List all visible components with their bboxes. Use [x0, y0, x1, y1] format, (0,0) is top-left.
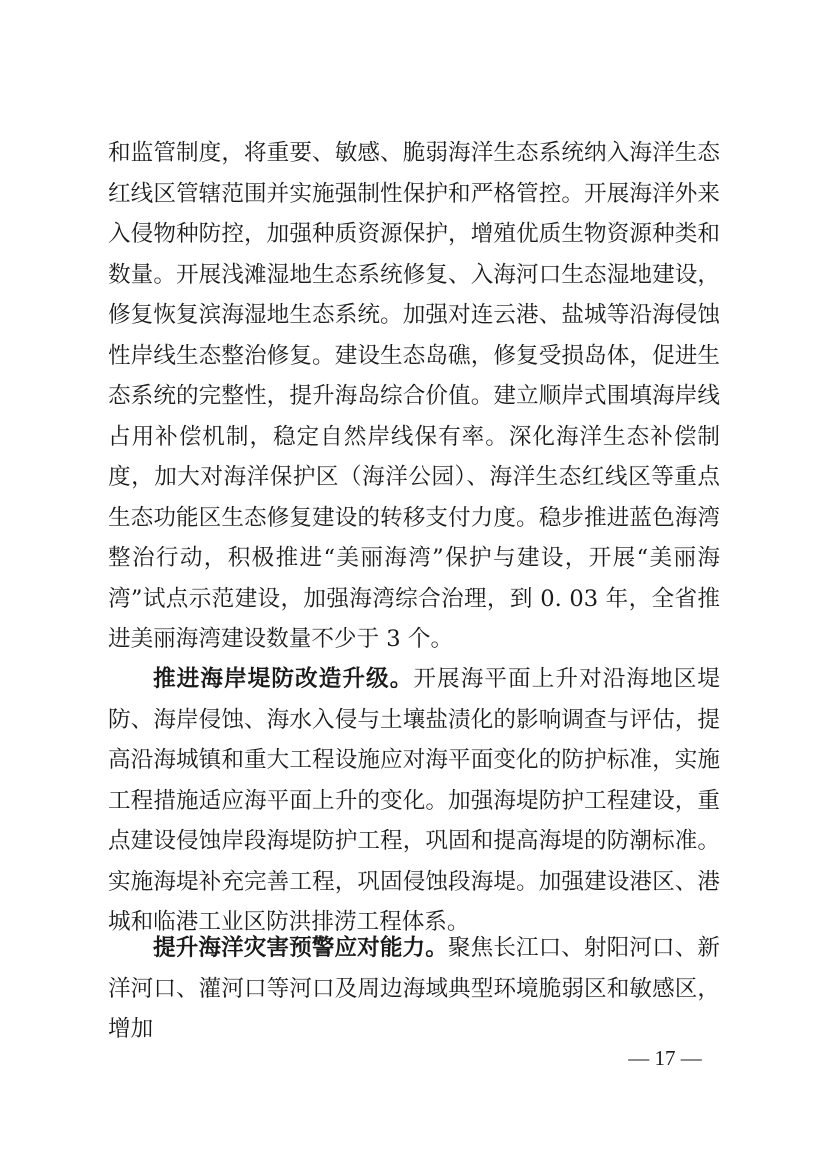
- paragraph-marine-ecology: [108, 133, 720, 660]
- paragraph-text: 开展海平面上升对沿海地区堤防、海岸侵蚀、海水入侵与土壤盐渍化的影响调查与评估，提高沿海城镇和重大工程设施应对海平面变化的防护标准，实施工程措施适应海平面上升的变化。加强海堤防护工程建设，重点建设侵蚀岸段海堤防护工程，巩固和提高海堤的防潮标准。实施海堤补充完善工程，巩固侵蚀段海堤。加强建设港区、港城和临港工业区防洪排涝工程体系。: [108, 666, 721, 935]
- paragraph-heading: 提升海洋灾害预警应对能力。: [153, 935, 448, 961]
- paragraph-text: 和监管制度，将重要、敏感、脆弱海洋生态系统纳入海洋生态红线区管辖范围并实施强制性保护和严格管控。开展海洋外来入侵物种防控，加强种质资源保护，增殖优质生物资源种类和数量。开展浅滩湿地生态系统修复、入海河口生态湿地建设，修复恢复滨海湿地生态系统。加强对连云港、盐城等沿海侵蚀性岸线生态整治修复。建设生态岛礁，修复受损岛体，促进生态系统的完整性，提升海岛综合价值。建立顺岸式围填海岸线占用补偿机制，稳定自然岸线保有率。深化海洋生态补偿制度，加大对海洋保护区（海洋公园）、海洋生态红线区等重点生态功能区生态修复建设的转移支付力度。稳步推进蓝色海湾整治行动，积极推进“美丽海湾”保护与建设，开展“美丽海湾”试点示范建设，加强海湾综合治理，到 0. 03 年，全省推进美丽海湾建设数量不少于 3 个。: [108, 140, 720, 652]
- paragraph-heading: 推进海岸堤防改造升级。: [153, 666, 414, 692]
- paragraph-disaster-warning: [108, 928, 720, 1050]
- page-number: — 17 —: [628, 1046, 702, 1070]
- paragraph-seawall-upgrade: [108, 659, 720, 943]
- paragraph-text: 聚焦长江口、射阳河口、新洋河口、灌河口等河口及周边海域典型环境脆弱区和敏感区，增加: [108, 935, 721, 1042]
